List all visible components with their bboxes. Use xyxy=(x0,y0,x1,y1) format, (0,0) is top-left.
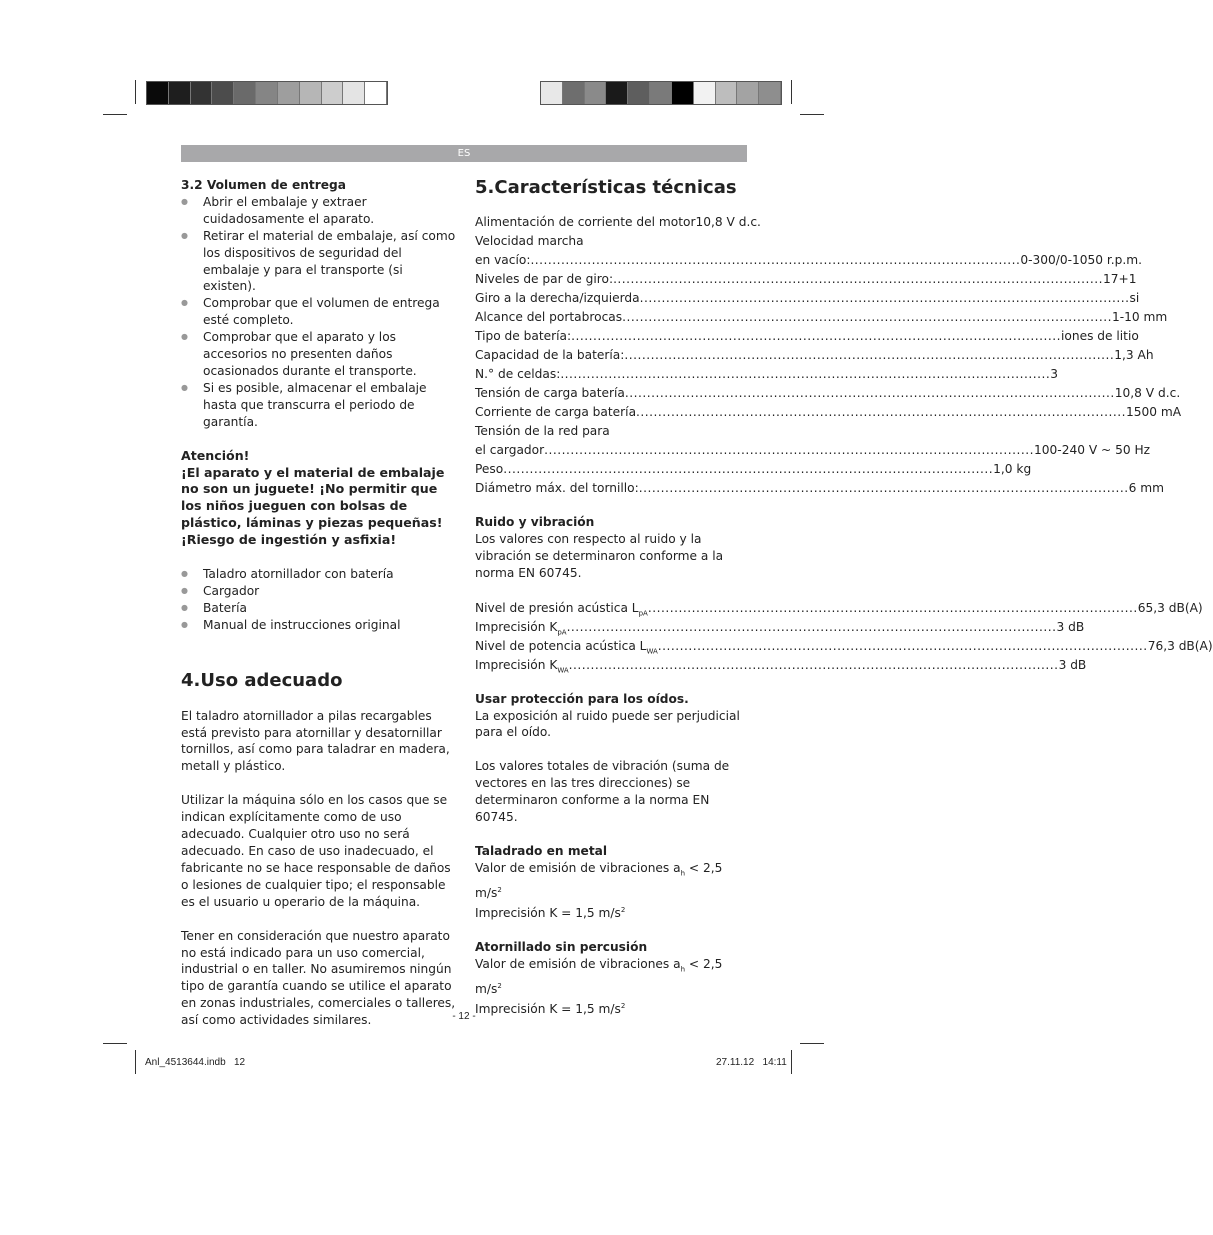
leader-dots xyxy=(640,289,1130,308)
language-header: ES xyxy=(181,145,747,162)
spec-row xyxy=(475,270,1137,289)
spec-row xyxy=(475,479,1165,498)
left-column xyxy=(181,177,456,1029)
crop-mark xyxy=(103,114,127,115)
leader-dots xyxy=(624,346,1114,365)
spec-row xyxy=(475,308,1168,327)
noise-label: Imprecisión $K_{WA}$ xyxy=(475,657,569,675)
intended-use-paragraph-2: Utilizar la máquina sólo en los casos que se indican explícitamente como de uso adecuado. Cualquier otro uso no será adecuado. En caso de uso inadecuado, el fabricante no se hace responsable de daños o lesiones de cualquier tipo; el responsable es el usuario u operario de la máquina. xyxy=(181,793,451,909)
delivery-contents-list xyxy=(181,566,456,634)
noise-value: 3 dB xyxy=(1056,619,1085,634)
noise-table xyxy=(475,599,1213,675)
spec-value: 10,8 V d.c. xyxy=(695,215,761,229)
list-item: ● Retirar el material de embalaje, así como los dispositivos de seguridad del embalaje y para el transporte (si existen). xyxy=(181,228,456,296)
color-swatch xyxy=(191,82,213,104)
leader-dots xyxy=(567,618,1057,637)
noise-value: 76,3 dB(A) xyxy=(1147,638,1213,653)
noise-value: 65,3 dB(A) xyxy=(1137,600,1203,615)
noise-value: 3 dB xyxy=(1058,657,1087,672)
warning-title: Atención! xyxy=(181,447,250,463)
color-swatch xyxy=(278,82,300,104)
spec-label: Velocidad marcha xyxy=(475,234,584,248)
spec-label: Tensión de la red para xyxy=(475,424,610,438)
right-column xyxy=(475,177,1213,1018)
spec-label: Diámetro máx. del tornillo: xyxy=(475,481,639,495)
delivery-steps-list xyxy=(181,194,456,431)
color-swatch xyxy=(541,82,563,104)
color-swatch xyxy=(737,82,759,104)
spec-label: Corriente de carga batería xyxy=(475,405,637,419)
leader-dots xyxy=(639,479,1129,498)
spec-row xyxy=(475,213,761,232)
leader-dots xyxy=(503,460,993,479)
crop-mark xyxy=(800,114,824,115)
spec-row xyxy=(475,365,1058,384)
spec-value: 1,0 kg xyxy=(993,462,1032,476)
footer-file: Anl_4513644.indb 12 xyxy=(145,1057,246,1068)
color-swatch xyxy=(716,82,738,104)
spec-label: Giro a la derecha/izquierda xyxy=(475,291,640,305)
noise-label: Imprecisión $K_{pA}$ xyxy=(475,619,567,637)
list-item: ● Abrir el embalaje y extraer cuidadosamente el aparato. xyxy=(181,194,456,228)
spec-row xyxy=(475,251,1143,270)
spec-value: 1500 mA xyxy=(1125,405,1182,419)
spec-value: 3 xyxy=(1050,367,1058,381)
leader-dots xyxy=(544,441,1034,460)
color-swatch xyxy=(365,82,387,104)
metal-vibration-line: Valor de emisión de vibraciones $a_h < 2,5$ $m/s^2$ xyxy=(475,860,723,901)
intended-use-paragraph-3: Tener en consideración que nuestro aparato no está indicado para un uso comercial, industrial o en taller. No asumiremos ningún tipo de garantía cuando se utilice el aparato en zonas industriales, comerciales o talleres, así como actividades similares. xyxy=(181,928,456,1028)
crop-mark xyxy=(135,1050,136,1074)
screwing-title: Atornillado sin percusión xyxy=(475,940,648,955)
metal-drilling-title: Taladrado en metal xyxy=(475,843,608,858)
leader-dots xyxy=(622,308,1112,327)
noise-label: Nivel de presión acústica $L_{pA}$ xyxy=(475,600,648,618)
list-item: ● Comprobar que el aparato y los accesorios no presenten daños ocasionados durante el transporte. xyxy=(181,329,456,380)
spec-label: Tensión de carga batería xyxy=(475,386,625,400)
list-item: ● Batería xyxy=(181,600,456,617)
ear-protection-title: Usar protección para los oídos. xyxy=(475,691,689,706)
color-bar-left xyxy=(146,81,388,105)
list-item: ● Manual de instrucciones original xyxy=(181,617,456,634)
leader-dots xyxy=(658,637,1148,656)
spec-label: Tipo de batería: xyxy=(475,329,572,343)
noise-title: Ruido y vibración xyxy=(475,515,595,529)
vibration-text: Los valores totales de vibración (suma de vectores en las tres direcciones) se determinaron conforme a la norma EN 60745. xyxy=(475,759,730,825)
spec-row xyxy=(475,232,747,251)
color-swatch xyxy=(628,82,650,104)
crop-mark xyxy=(800,1043,824,1044)
crop-mark xyxy=(103,1043,127,1044)
spec-label: Capacidad de la batería: xyxy=(475,348,625,362)
noise-row xyxy=(475,599,1203,618)
warning-text: ¡El aparato y el material de embalaje no son un juguete! ¡No permitir que los niños jueguen con bolsas de plástico, láminas y piezas pequeñas! ¡Riesgo de ingestión y asfixia! xyxy=(181,464,445,548)
color-swatch xyxy=(343,82,365,104)
color-swatch xyxy=(563,82,585,104)
screwing-uncertainty-line: Imprecisión K = 1,5 $m/s^2$ xyxy=(475,1002,626,1017)
color-swatch xyxy=(606,82,628,104)
page-number: - 12 - xyxy=(452,1011,476,1022)
color-swatch xyxy=(650,82,672,104)
spec-value: 6 mm xyxy=(1128,481,1165,495)
spec-table xyxy=(475,213,1182,498)
spec-row xyxy=(475,422,747,441)
spec-value: 10,8 V d.c. xyxy=(1114,386,1181,400)
noise-label: Nivel de potencia acústica $L_{WA}$ xyxy=(475,638,658,656)
screwing-vibration-line: Valor de emisión de vibraciones $a_h < 2,5$ $m/s^2$ xyxy=(475,957,723,997)
leader-dots xyxy=(625,384,1115,403)
noise-row xyxy=(475,618,1085,637)
leader-dots xyxy=(560,365,1050,384)
spec-row xyxy=(475,346,1154,365)
spec-row xyxy=(475,403,1182,422)
leader-dots xyxy=(648,599,1138,618)
list-item: ● Comprobar que el volumen de entrega esté completo. xyxy=(181,295,456,329)
color-swatch xyxy=(759,82,781,104)
noise-text: Los valores con respecto al ruido y la vibración se determinaron conforme a la norma EN 60745. xyxy=(475,531,724,580)
spec-label: Niveles de par de giro: xyxy=(475,272,614,286)
intended-use-paragraph-1: El taladro atornillador a pilas recargables está previsto para atornillar y desatornillar tornillos, así como para taladrar en madera, metall y plástico. xyxy=(181,708,450,774)
spec-row xyxy=(475,289,1140,308)
spec-value: 100-240 V ~ 50 Hz xyxy=(1034,443,1151,457)
color-swatch xyxy=(322,82,344,104)
spec-label: en vacío: xyxy=(475,253,531,267)
ear-protection-text: La exposición al ruido puede ser perjudicial para el oído. xyxy=(475,708,740,740)
footer-date: 27.11.12 14:11 xyxy=(716,1057,787,1068)
list-item: ● Si es posible, almacenar el embalaje hasta que transcurra el periodo de garantía. xyxy=(181,380,456,431)
spec-label: el cargador xyxy=(475,443,545,457)
color-swatch xyxy=(672,82,694,104)
color-swatch xyxy=(256,82,278,104)
color-bar-right xyxy=(540,81,782,105)
spec-label: Alimentación de corriente del motor xyxy=(475,215,696,229)
leader-dots xyxy=(569,656,1059,675)
spec-label: Peso xyxy=(475,462,504,476)
spec-row xyxy=(475,327,1139,346)
spec-row xyxy=(475,384,1181,403)
color-swatch xyxy=(234,82,256,104)
leader-dots xyxy=(571,327,1061,346)
list-item: ● Taladro atornillador con batería xyxy=(181,566,456,583)
spec-value: 1,3 Ah xyxy=(1114,348,1154,362)
spec-row xyxy=(475,460,1032,479)
spec-value: si xyxy=(1129,291,1140,305)
spec-value: 0-300/0-1050 r.p.m. xyxy=(1020,253,1143,267)
spec-value: 1-10 mm xyxy=(1112,310,1168,324)
section-4-title: 4.Uso adecuado xyxy=(181,669,343,691)
metal-uncertainty-line: Imprecisión K = 1,5 $m/s^2$ xyxy=(475,906,626,921)
leader-dots xyxy=(613,270,1103,289)
noise-row xyxy=(475,637,1213,656)
color-swatch xyxy=(694,82,716,104)
section-5-title: 5.Características técnicas xyxy=(475,177,737,198)
crop-mark xyxy=(135,80,136,104)
leader-dots xyxy=(636,403,1126,422)
list-item: ● Cargador xyxy=(181,583,456,600)
color-swatch xyxy=(585,82,607,104)
spec-value: iones de litio xyxy=(1061,329,1139,343)
leader-dots xyxy=(530,251,1020,270)
spec-label: N.° de celdas: xyxy=(475,367,561,381)
crop-mark xyxy=(791,1050,792,1074)
color-swatch xyxy=(147,82,169,104)
color-swatch xyxy=(212,82,234,104)
spec-row xyxy=(475,441,1151,460)
spec-label: Alcance del portabrocas xyxy=(475,310,623,324)
color-swatch xyxy=(169,82,191,104)
spec-value: 17+1 xyxy=(1102,272,1137,286)
noise-row xyxy=(475,656,1087,675)
color-swatch xyxy=(300,82,322,104)
section-3-2-title: 3.2 Volumen de entrega xyxy=(181,178,346,192)
crop-mark xyxy=(791,80,792,104)
